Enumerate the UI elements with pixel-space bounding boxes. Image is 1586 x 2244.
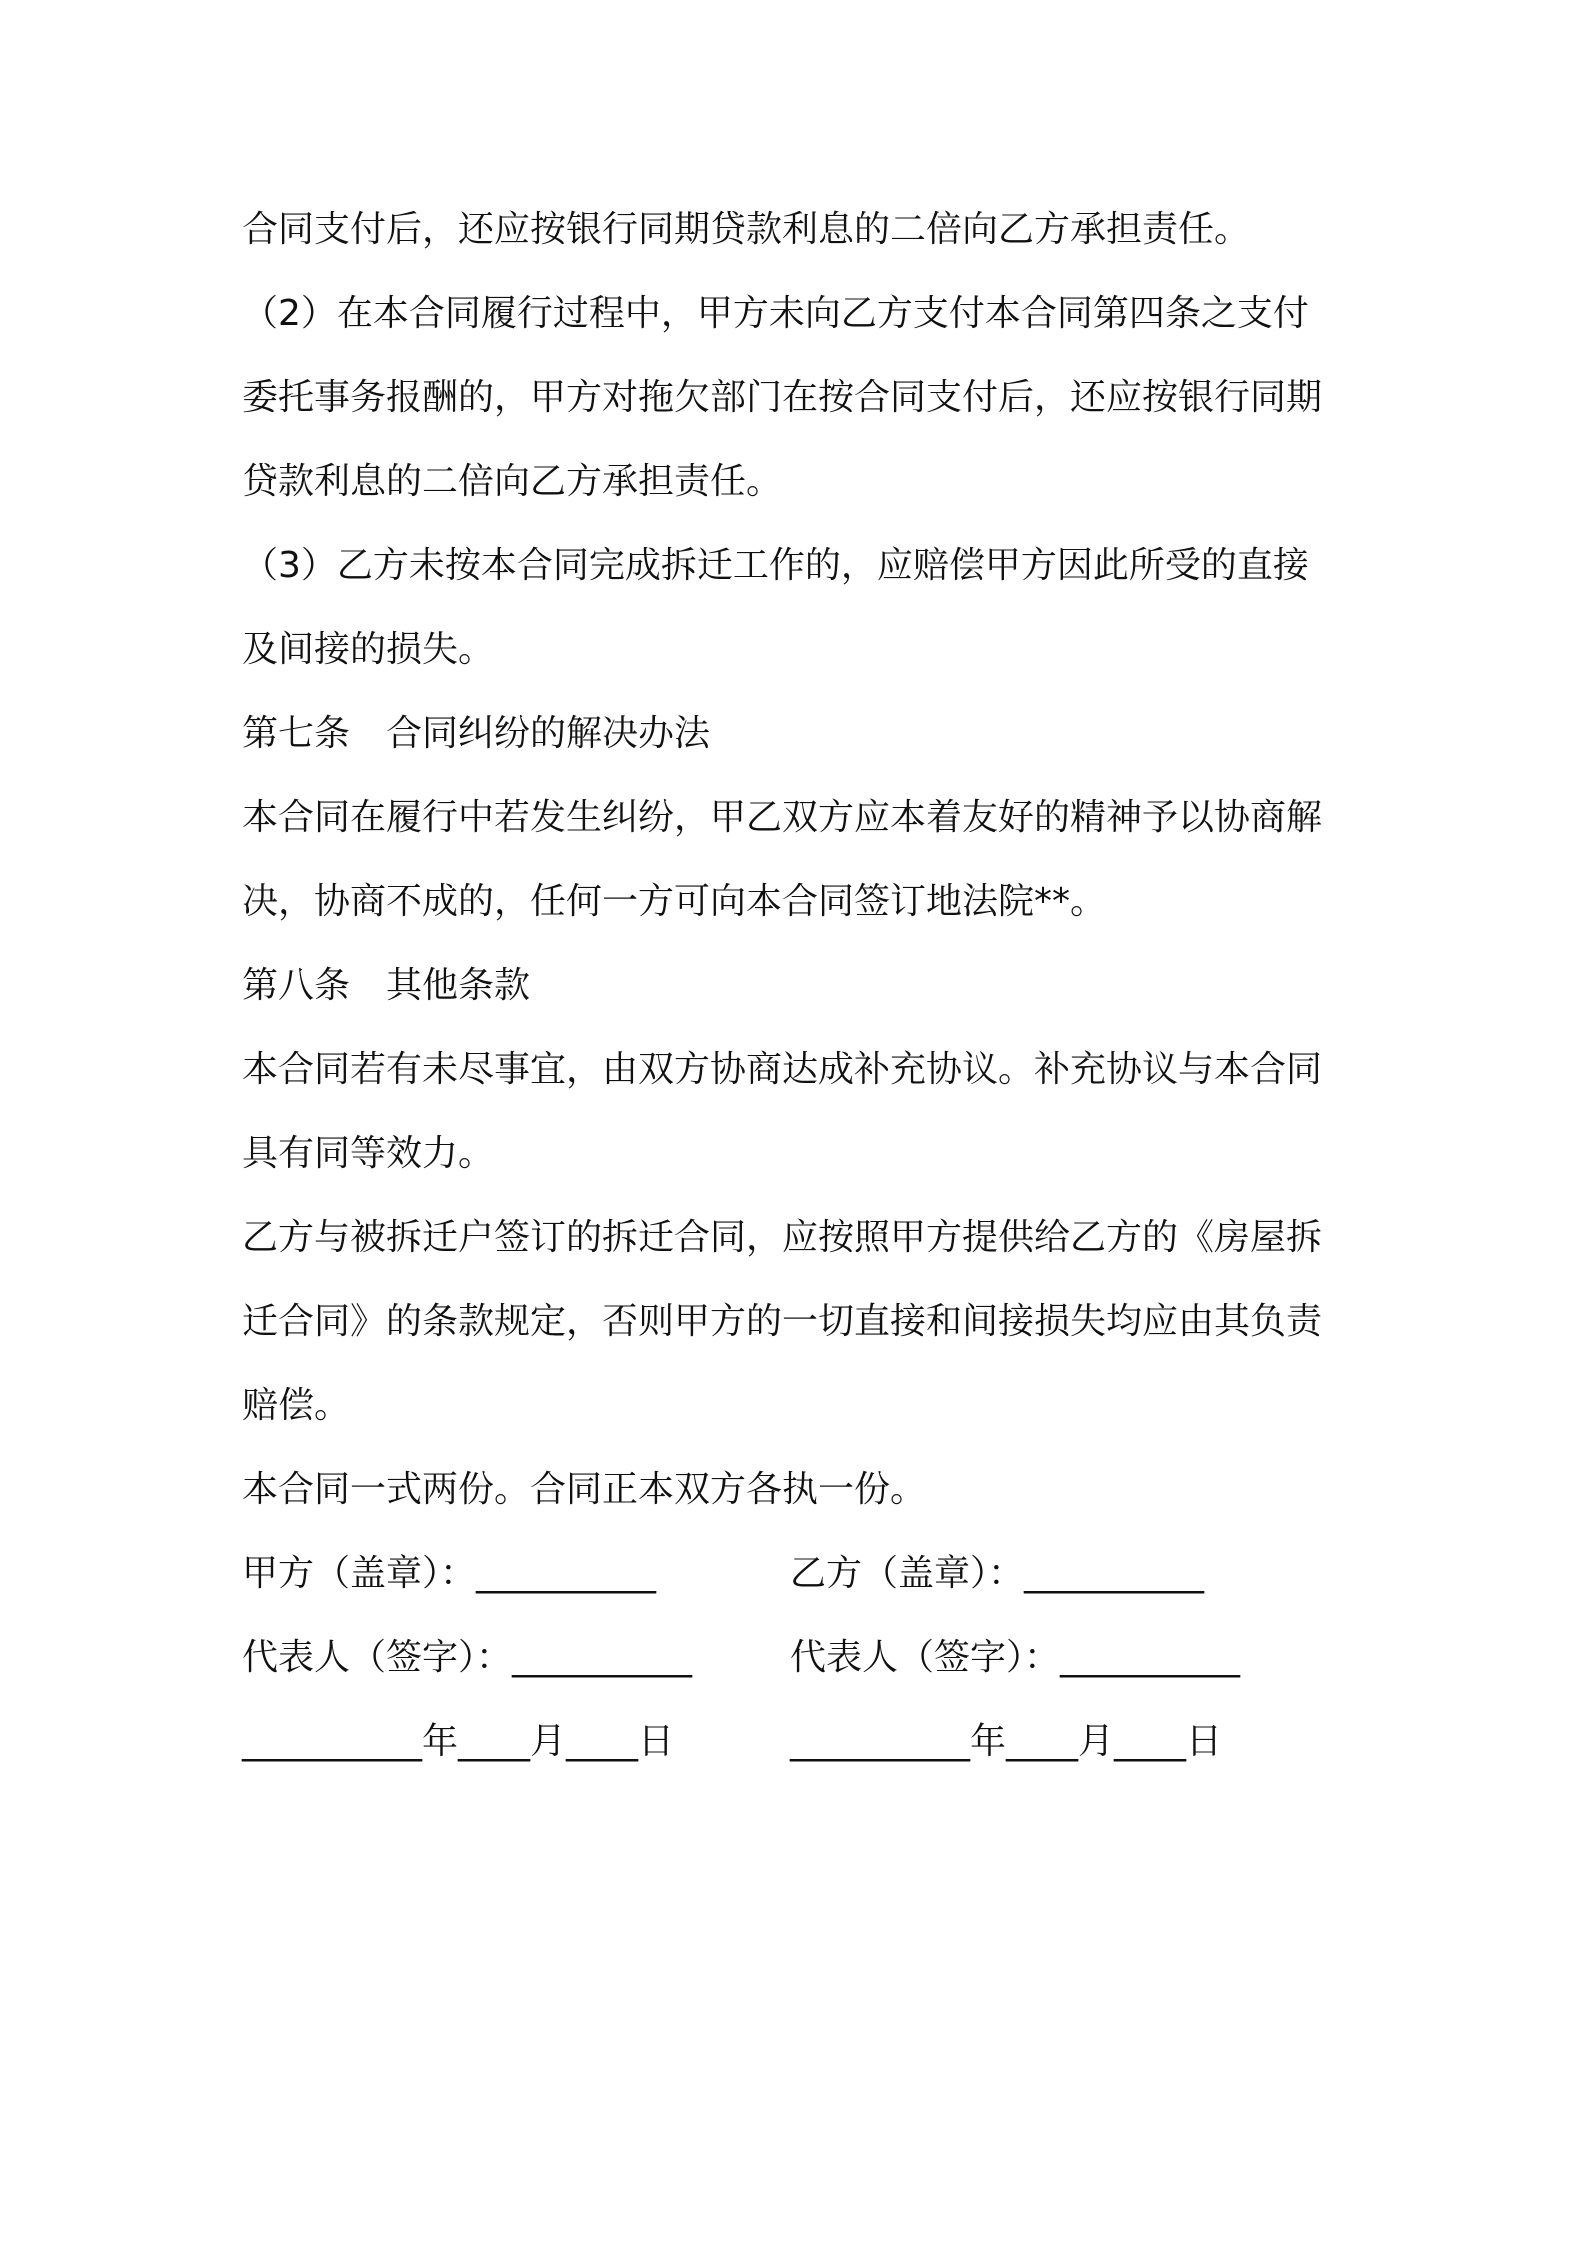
paragraph-line: 赔偿。 <box>242 1385 351 1426</box>
paragraph-line: 本合同在履行中若发生纠纷，甲乙双方应本着友好的精神予以协商解 <box>242 797 1323 838</box>
paragraph-line: 乙方与被拆迁户签订的拆迁合同，应按照甲方提供给乙方的《房屋拆 <box>242 1217 1323 1258</box>
paragraph-line: 贷款利息的二倍向乙方承担责任。 <box>242 461 783 502</box>
paragraph-line: 合同支付后，还应按银行同期贷款利息的二倍向乙方承担责任。 <box>242 209 1251 250</box>
party-a-date-field: __________年____月____日 <box>242 1721 674 1762</box>
paragraph-line: 委托事务报酬的，甲方对拖欠部门在按合同支付后，还应按银行同期 <box>242 377 1323 418</box>
party-b-representative-field: 代表人（签字）：__________ <box>790 1637 1241 1678</box>
paragraph-line: （3）乙方未按本合同完成拆迁工作的，应赔偿甲方因此所受的直接 <box>242 545 1309 586</box>
article-heading: 第七条 合同纠纷的解决办法 <box>242 713 711 754</box>
paragraph-line: （2）在本合同履行过程中，甲方未向乙方支付本合同第四条之支付 <box>242 293 1309 334</box>
paragraph-line: 本合同若有未尽事宜，由双方协商达成补充协议。补充协议与本合同 <box>242 1049 1323 1090</box>
paragraph-line: 本合同一式两份。合同正本双方各执一份。 <box>242 1469 927 1510</box>
paragraph-line: 及间接的损失。 <box>242 629 495 670</box>
party-a-representative-field: 代表人（签字）：__________ <box>242 1637 693 1678</box>
party-b-date-field: __________年____月____日 <box>790 1721 1222 1762</box>
party-b-seal-field: 乙方（盖章）：__________ <box>790 1553 1205 1594</box>
paragraph-line: 具有同等效力。 <box>242 1133 495 1174</box>
article-heading: 第八条 其他条款 <box>242 965 531 1006</box>
paragraph-line: 决，协商不成的，任何一方可向本合同签订地法院**。 <box>242 881 1107 922</box>
party-a-seal-field: 甲方（盖章）：__________ <box>242 1553 657 1594</box>
paragraph-line: 迁合同》的条款规定，否则甲方的一切直接和间接损失均应由其负责 <box>242 1301 1323 1342</box>
